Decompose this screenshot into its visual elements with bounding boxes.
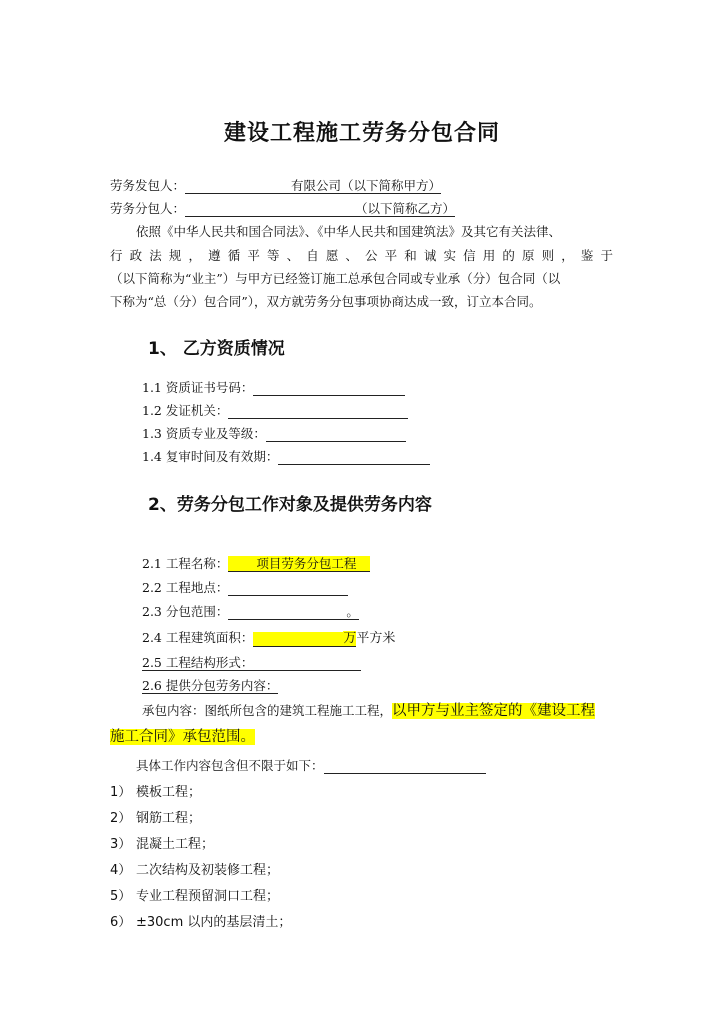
- building-area-label: 2.4 工程建筑面积：: [142, 630, 254, 645]
- contract-content-prefix: 承包内容：图纸所包含的建筑工程施工工程，: [142, 703, 393, 718]
- building-area-line: [142, 630, 395, 647]
- subcontractor-line: [110, 201, 455, 217]
- intro-line-3: （以下简称为“业主”）与甲方已经签订施工总承包合同或专业承（分）包合同（以: [110, 271, 561, 286]
- list-item-number: 5）: [110, 889, 132, 904]
- issuing-authority-line: [142, 403, 408, 419]
- scope-blank[interactable]: [228, 606, 346, 620]
- qualification-grade-label: 1.3 资质专业及等级：: [142, 426, 266, 441]
- list-item-text: 钢筋工程；: [136, 811, 202, 826]
- contractor-label: 劳务发包人：: [110, 178, 186, 193]
- qualification-cert-label: 1.1 资质证书号码：: [142, 380, 254, 395]
- project-name-line: [142, 556, 370, 572]
- document-title: 建设工程施工劳务分包合同: [223, 121, 500, 146]
- list-item-number: 2）: [110, 811, 132, 826]
- issuing-authority-label: 1.2 发证机关：: [142, 403, 229, 418]
- qualification-cert-blank[interactable]: [253, 382, 405, 396]
- project-name-label: 2.1 工程名称：: [142, 556, 229, 571]
- review-validity-label: 1.4 复审时间及有效期：: [142, 449, 279, 464]
- list-item-text: ±30cm 以内的基层清土；: [136, 915, 292, 930]
- contract-content-line-1: [142, 703, 595, 719]
- area-unit-wan: 万: [343, 631, 357, 646]
- project-location-label: 2.2 工程地点：: [142, 580, 229, 595]
- list-item-number: 6）: [110, 915, 132, 930]
- scope-label: 2.3 分包范围：: [142, 604, 229, 619]
- qualification-grade-blank[interactable]: [266, 428, 406, 442]
- work-content-blank[interactable]: [324, 760, 486, 774]
- service-content-line: [142, 678, 278, 694]
- contractor-name-blank[interactable]: [185, 180, 291, 194]
- subcontractor-label: 劳务分包人：: [110, 201, 186, 216]
- intro-line-4: 下称为“总（分）包合同”），双方就劳务分包事项协商达成一致，订立本合同。: [110, 294, 542, 309]
- list-item: [110, 911, 291, 930]
- work-content-intro-line: [136, 758, 486, 774]
- review-validity-line: [142, 449, 430, 465]
- contract-content-line-2: [110, 729, 255, 745]
- list-item-number: 1）: [110, 785, 132, 800]
- list-item-text: 二次结构及初装修工程；: [136, 863, 280, 878]
- list-item-text: 混凝土工程；: [136, 837, 215, 852]
- qualification-cert-line: [142, 380, 405, 396]
- section-2-heading: 2、劳务分包工作对象及提供劳务内容: [148, 495, 432, 515]
- list-item: [110, 859, 279, 878]
- area-unit-sqm: 平方米: [356, 631, 396, 646]
- project-location-line: [142, 580, 348, 596]
- contractor-suffix: 有限公司（以下简称甲方）: [291, 178, 442, 193]
- issuing-authority-blank[interactable]: [228, 405, 408, 419]
- intro-line-1: 依照《中华人民共和国合同法》、《中华人民共和国建筑法》及其它有关法律、: [136, 224, 562, 239]
- list-item: [110, 885, 279, 904]
- service-content-label: 2.6 提供分包劳务内容：: [142, 678, 279, 693]
- list-item: [110, 833, 214, 852]
- list-item-text: 专业工程预留洞口工程；: [136, 889, 280, 904]
- contract-content-highlight-2: 施工合同》承包范围。: [110, 729, 255, 745]
- list-item-number: 3）: [110, 837, 132, 852]
- structure-type-label: 2.5 工程结构形式：: [142, 655, 254, 670]
- project-location-blank[interactable]: [228, 582, 348, 596]
- contract-content-highlight-1: 以甲方与业主签定的《建设工程: [392, 703, 596, 719]
- scope-line: [142, 604, 359, 620]
- section-1-heading: 1、 乙方资质情况: [148, 339, 285, 359]
- list-item-number: 4）: [110, 863, 132, 878]
- project-name-value[interactable]: 项目劳务分包工程: [228, 556, 370, 572]
- review-validity-blank[interactable]: [278, 451, 430, 465]
- contractor-line: [110, 178, 441, 194]
- list-item-text: 模板工程；: [136, 785, 202, 800]
- structure-type-line: [142, 655, 361, 671]
- subcontractor-suffix: （以下简称乙方）: [355, 201, 456, 216]
- qualification-grade-line: [142, 426, 406, 442]
- intro-line-2: 行政法规，遵循平等、自愿、公平和诚实信用的原则，鉴于: [110, 248, 613, 263]
- list-item: [110, 807, 201, 826]
- scope-end: 。: [346, 604, 359, 619]
- subcontractor-name-blank[interactable]: [185, 203, 355, 217]
- list-item: [110, 781, 201, 800]
- work-content-intro: 具体工作内容包含但不限于如下：: [136, 758, 324, 773]
- building-area-blank[interactable]: [253, 632, 343, 647]
- structure-type-blank[interactable]: [253, 657, 361, 671]
